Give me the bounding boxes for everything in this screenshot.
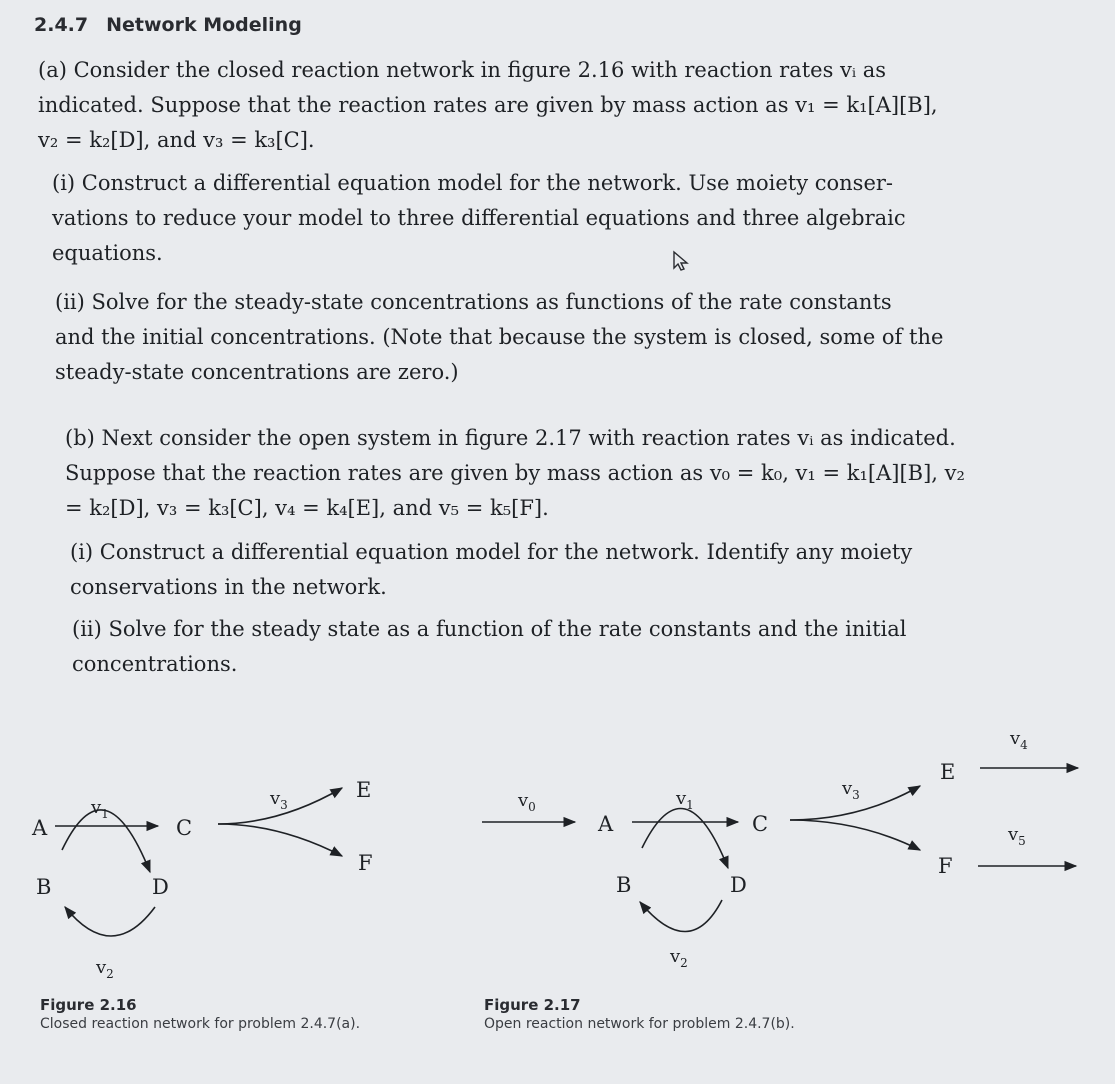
text-line: (ii) Solve for the steady state as a function of the rate constants and the initial xyxy=(72,617,907,641)
text-line: (i) Construct a differential equation model for the network. Use moiety conser- xyxy=(52,171,894,195)
text-line: Suppose that the reaction rates are given by mass action as v₀ = k₀, v₁ = k₁[A][B], v₂ xyxy=(65,461,965,485)
species-f-label: F xyxy=(358,851,373,875)
figure-2-17-caption-title: Figure 2.17 xyxy=(484,996,581,1014)
species-e-label: E xyxy=(356,778,372,802)
text-line: (i) Construct a differential equation model for the network. Identify any moiety xyxy=(70,540,913,564)
part-a-i xyxy=(52,166,906,271)
rate-v0-label: $v_0$ xyxy=(518,790,536,814)
arrow-c-to-f xyxy=(218,824,342,856)
species-a-label: A xyxy=(598,812,614,836)
rate-v2-label: $v_2$ xyxy=(670,946,688,970)
species-e-label: E xyxy=(940,760,956,784)
part-a-intro xyxy=(38,53,938,158)
figure-2-17-caption-text: Open reaction network for problem 2.4.7(b). xyxy=(484,1016,795,1032)
part-b-ii xyxy=(72,612,907,682)
species-c-label: C xyxy=(752,812,769,836)
species-d-label: D xyxy=(152,875,169,899)
part-b-intro xyxy=(65,421,965,526)
figure-2-17-diagram xyxy=(482,768,1078,932)
section-title: Network Modeling xyxy=(106,14,302,36)
arrow-d-to-b xyxy=(65,907,155,936)
text-line: (ii) Solve for the steady-state concentrations as functions of the rate constants xyxy=(55,290,892,314)
species-b-label: B xyxy=(36,875,52,899)
rate-v3-label: $v_3$ xyxy=(842,778,860,802)
rate-v5-label: $v_5$ xyxy=(1008,824,1026,848)
species-a-label: A xyxy=(32,816,48,840)
part-a-ii xyxy=(55,285,943,390)
arrow-c-to-f xyxy=(790,820,920,850)
arrow-b-to-d xyxy=(642,808,728,868)
rate-v2-label: $v_2$ xyxy=(96,957,114,981)
text-line: steady-state concentrations are zero.) xyxy=(55,360,459,384)
text-line: v₂ = k₂[D], and v₃ = k₃[C]. xyxy=(38,128,315,152)
text-line: = k₂[D], v₃ = k₃[C], v₄ = k₄[E], and v₅ = k₅[F]. xyxy=(65,496,549,520)
text-line: indicated. Suppose that the reaction rates are given by mass action as v₁ = k₁[A][B], xyxy=(38,93,938,117)
species-c-label: C xyxy=(176,816,193,840)
figure-2-16-caption-title: Figure 2.16 xyxy=(40,996,137,1014)
text-line: concentrations. xyxy=(72,652,238,676)
figures-area xyxy=(0,700,1115,1080)
section-number: 2.4.7 xyxy=(34,14,89,36)
part-b-i xyxy=(70,535,912,605)
species-b-label: B xyxy=(616,873,632,897)
mouse-cursor-icon xyxy=(672,250,690,272)
rate-v3-label: $v_3$ xyxy=(270,788,288,812)
figure-2-16-caption-text: Closed reaction network for problem 2.4.7(a). xyxy=(40,1016,361,1032)
text-line: equations. xyxy=(52,241,163,265)
text-line: and the initial concentrations. (Note that because the system is closed, some of the xyxy=(55,325,944,349)
species-d-label: D xyxy=(730,873,747,897)
section-heading xyxy=(34,14,302,36)
rate-v4-label: $v_4$ xyxy=(1010,728,1028,752)
rate-v1-label: $v_1$ xyxy=(676,788,694,812)
arrow-d-to-b xyxy=(640,900,722,932)
species-f-label: F xyxy=(938,854,953,878)
text-line: (a) Consider the closed reaction network in figure 2.16 with reaction rates vᵢ as xyxy=(38,58,887,82)
text-line: vations to reduce your model to three differential equations and three algebraic xyxy=(52,206,906,230)
text-line: (b) Next consider the open system in figure 2.17 with reaction rates vᵢ as indicated. xyxy=(65,426,956,450)
text-line: conservations in the network. xyxy=(70,575,387,599)
rate-v1-label: $v_1$ xyxy=(91,797,109,821)
